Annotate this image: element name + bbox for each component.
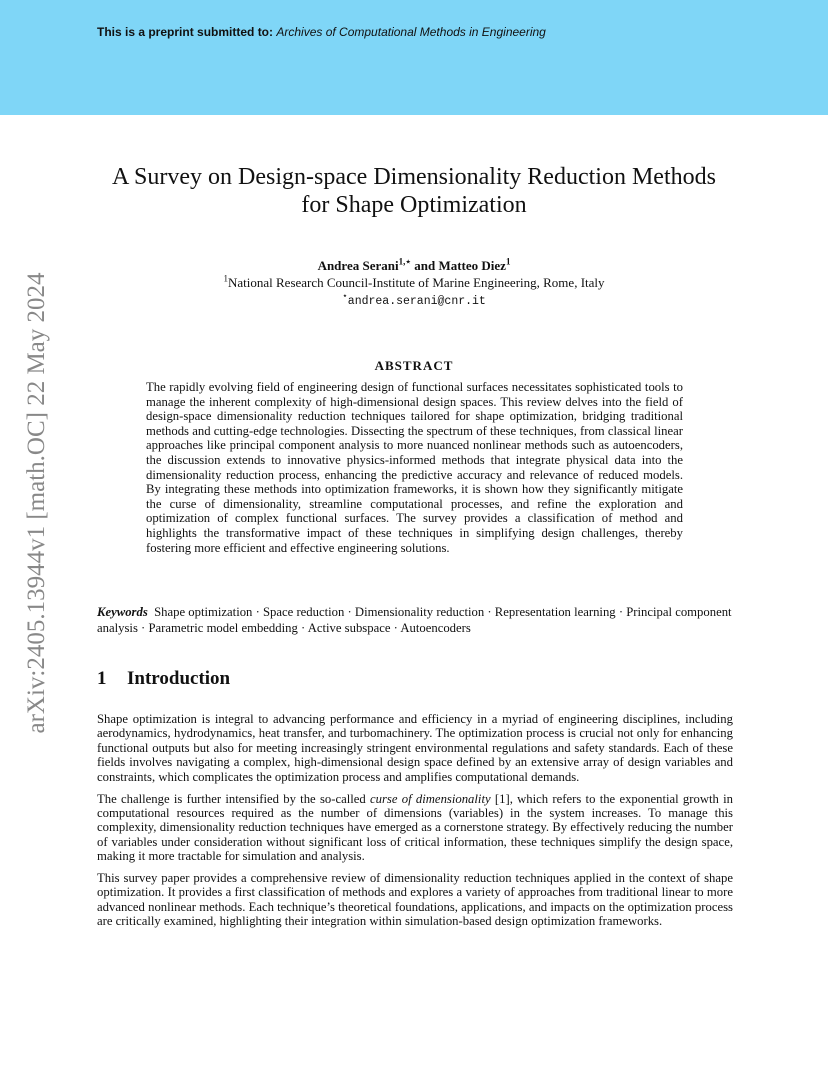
section-number: 1 <box>97 668 107 689</box>
keywords <box>97 604 733 636</box>
paragraph-2-emphasis: curse of dimensionality <box>370 791 491 806</box>
paragraph-2 <box>97 792 733 864</box>
keywords-label: Keywords <box>97 605 148 619</box>
author-2-marks: 1 <box>505 256 511 267</box>
title-line-1: A Survey on Design-space Dimensionality Reduction Methods <box>112 164 716 190</box>
banner-journal: Archives of Computational Methods in Engineering <box>276 25 546 39</box>
section-heading <box>97 668 230 690</box>
banner-text <box>97 25 546 39</box>
introduction-body <box>97 712 733 936</box>
email-link[interactable]: andrea.serani@cnr.it <box>347 295 486 308</box>
author-names <box>80 257 748 274</box>
email-mark: ⋆ <box>342 290 348 301</box>
arxiv-stamp: arXiv:2405.13944v1 [math.OC] 22 May 2024 <box>23 272 50 734</box>
paragraph-2-rest: [1], which refers to the exponential growth in computational resources required as the number of dimensions (variables) in the system increases. To manage this complexity, dimensionality reduction techniques have emerged as a cornerstone strategy. By effectively reducing the number of variables under consideration without significant loss of critical information, these techniques simplify the design space, making it more tractable for simulation and analysis. <box>97 791 734 864</box>
affiliation-text: National Research Council-Institute of Marine Engineering, Rome, Italy <box>227 275 605 290</box>
paragraph-1: Shape optimization is integral to advancing performance and efficiency in a myriad of engineering disciplines, including aerodynamics, hydrodynamics, heat transfer, and turbomachinery. The optimization process is crucial not only for enhancing functional outputs but also for meeting increasingly stringent environmental regulations and safety standards. Each of these fields involves navigating a complex, high-dimensional design space defined by an extensive array of design variables and constraints, which complicates the optimization process and amplifies computational demands. <box>97 712 733 784</box>
affiliation <box>80 274 748 291</box>
abstract-heading: ABSTRACT <box>374 358 454 373</box>
abstract-text: The rapidly evolving field of engineering design of functional surfaces necessitates sophisticated tools to manage the inherent complexity of high-dimensional design spaces. This review delves into the field of design-space dimensionality reduction techniques tailored for shape optimization, bridging traditional methods and cutting-edge technologies. Dissecting the spectrum of these techniques, from classical linear approaches like principal component analysis to more nuanced nonlinear methods such as autoencoders, the discussion extends to innovative physics-informed methods that integrate physical data into the dimensionality reduction process, enhancing the predictive accuracy and relevance of reduced models. By integrating these methods into optimization frameworks, it is shown how they significantly mitigate the curse of dimensionality, streamline computational processes, and refine the exploration and optimization of complex functional surfaces. The survey provides a classification of method and highlights the transformative impact of these techniques in simplifying design challenges, thereby fostering more efficient and effective engineering solutions. <box>146 380 683 555</box>
author-1: Andrea Serani <box>317 258 399 273</box>
keywords-text: Shape optimization · Space reduction · Dimensionality reduction · Representation learning · Principal component analysis · Parametric model embedding · Active subspace · Autoencoders <box>97 605 732 635</box>
author-conjunction: and <box>410 258 439 273</box>
paragraph-2-start: The challenge is further intensified by the so-called <box>97 791 371 806</box>
banner-prefix: This is a preprint submitted to: <box>97 25 274 39</box>
author-1-marks: 1,⋆ <box>398 256 411 267</box>
author-block <box>80 257 748 310</box>
paragraph-3: This survey paper provides a comprehensive review of dimensionality reduction techniques applied in the context of shape optimization. It provides a first classification of methods and explores a variety of approaches from traditional linear to more advanced nonlinear methods. Each technique’s theoretical foundations, applications, and impacts on the optimization process are critically examined, highlighting their integration within simulation-based design optimization frameworks. <box>97 871 733 929</box>
author-2: Matteo Diez <box>438 258 506 273</box>
paper-title <box>80 163 748 219</box>
corresponding-email <box>80 291 748 310</box>
section-title: Introduction <box>127 668 231 689</box>
title-line-2: for Shape Optimization <box>301 192 527 218</box>
affiliation-mark: 1 <box>223 273 228 284</box>
preprint-banner <box>0 0 828 115</box>
